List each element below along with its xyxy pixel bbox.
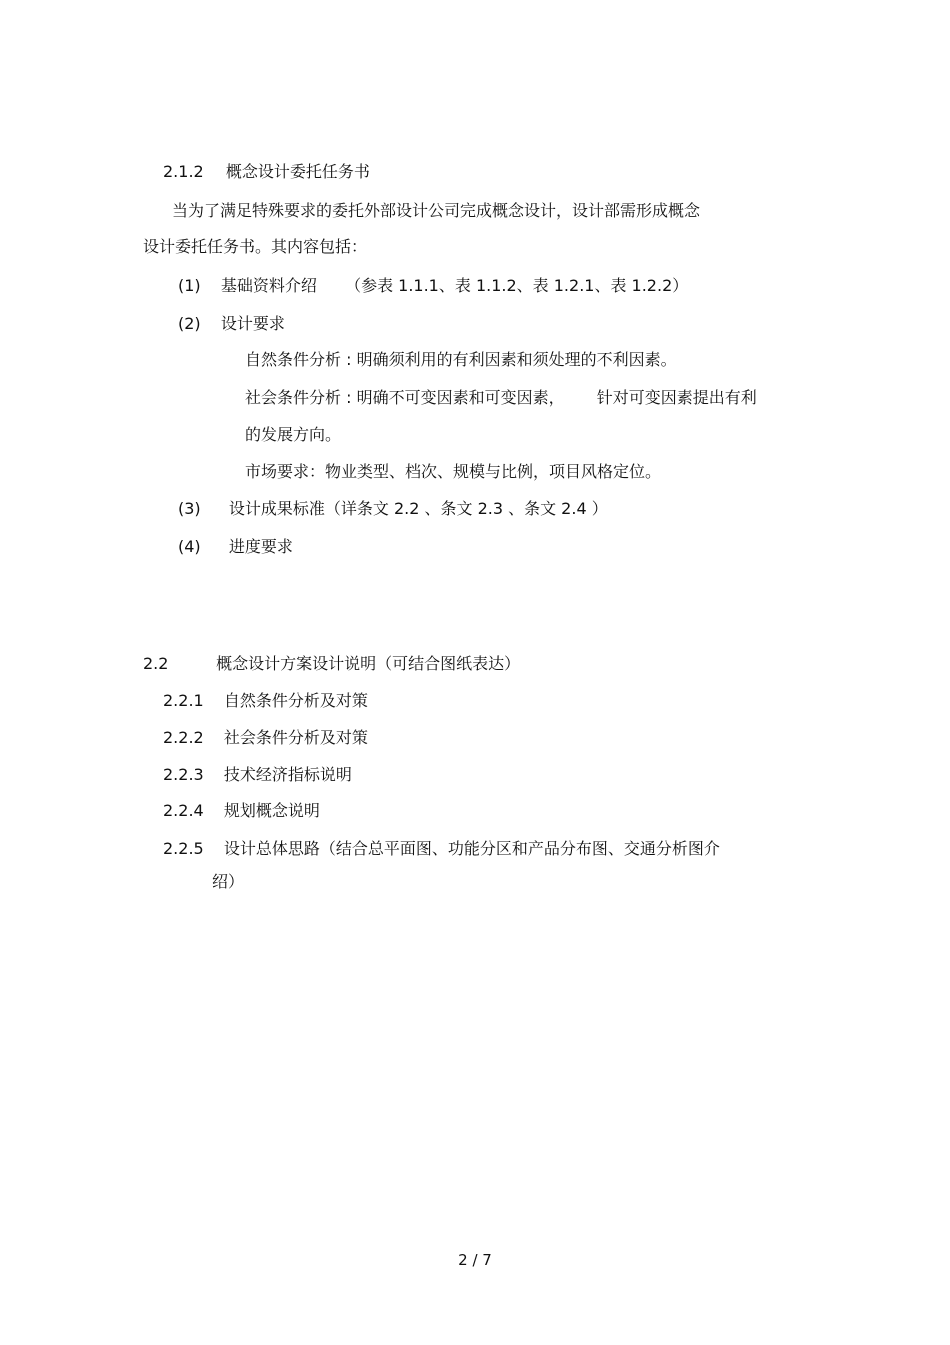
- subsection-number: 2.2.4: [163, 801, 204, 820]
- requirement-social-continued: 的发展方向。: [245, 425, 342, 444]
- section-heading-2-2: [143, 654, 520, 674]
- list-item: [178, 499, 608, 519]
- list-marker: (2): [178, 314, 201, 333]
- subsection-title: 设计总体思路（结合总平面图、功能分区和产品分布图、交通分析图介: [223, 839, 720, 858]
- requirement-market: 市场要求：物业类型、档次、规模与比例，项目风格定位。: [245, 462, 662, 481]
- list-marker: (3): [178, 499, 201, 518]
- requirement-social: [245, 388, 757, 408]
- subsection-number: 2.2.5: [163, 839, 204, 858]
- section-number: 2.2: [143, 654, 169, 673]
- section-number: 2.1.2: [163, 162, 204, 181]
- list-item-text: 设计成果标准（详条文 2.2 、条文 2.3 、条文 2.4 ）: [228, 499, 608, 518]
- requirement-social-part1: 社会条件分析 : 明确不可变因素和可变因素，: [245, 388, 565, 407]
- subsection-number: 2.2.1: [163, 691, 204, 710]
- subsection-heading: [163, 801, 320, 821]
- subsection-title: 技术经济指标说明: [223, 765, 352, 784]
- subsection-number: 2.2.3: [163, 765, 204, 784]
- subsection-heading: [163, 765, 352, 785]
- list-marker: (4): [178, 537, 201, 556]
- subsection-title: 规划概念说明: [223, 801, 320, 820]
- list-item-reference: （参表 1.1.1、表 1.1.2、表 1.2.1、表 1.2.2）: [345, 276, 689, 295]
- paragraph-line: 当为了满足特殊要求的委托外部设计公司完成概念设计，设计部需形成概念: [172, 201, 701, 220]
- subsection-title-continued: 绍）: [212, 872, 245, 891]
- list-item: [178, 276, 688, 296]
- list-item: [178, 314, 285, 334]
- page-indicator: 2 / 7: [458, 1251, 492, 1269]
- requirement-natural: 自然条件分析 : 明确须利用的有利因素和须处理的不利因素。: [245, 350, 677, 369]
- list-item-text: 进度要求: [228, 537, 293, 556]
- requirement-social-part2: 针对可变因素提出有利: [596, 388, 757, 407]
- subsection-heading: [163, 691, 368, 711]
- list-marker: (1): [178, 276, 201, 295]
- paragraph-line: 设计委托任务书。其内容包括：: [143, 237, 368, 256]
- subsection-title: 自然条件分析及对策: [223, 691, 368, 710]
- subsection-heading: [163, 728, 368, 748]
- list-item-text: 基础资料介绍: [220, 276, 317, 295]
- subsection-title: 社会条件分析及对策: [223, 728, 368, 747]
- subsection-number: 2.2.2: [163, 728, 204, 747]
- list-item-text: 设计要求: [220, 314, 285, 333]
- section-title: 概念设计委托任务书: [225, 162, 370, 181]
- subsection-heading: [163, 839, 720, 859]
- section-heading-2-1-2: [163, 162, 370, 182]
- list-item: [178, 537, 293, 557]
- section-title: 概念设计方案设计说明（可结合图纸表达）: [216, 654, 521, 673]
